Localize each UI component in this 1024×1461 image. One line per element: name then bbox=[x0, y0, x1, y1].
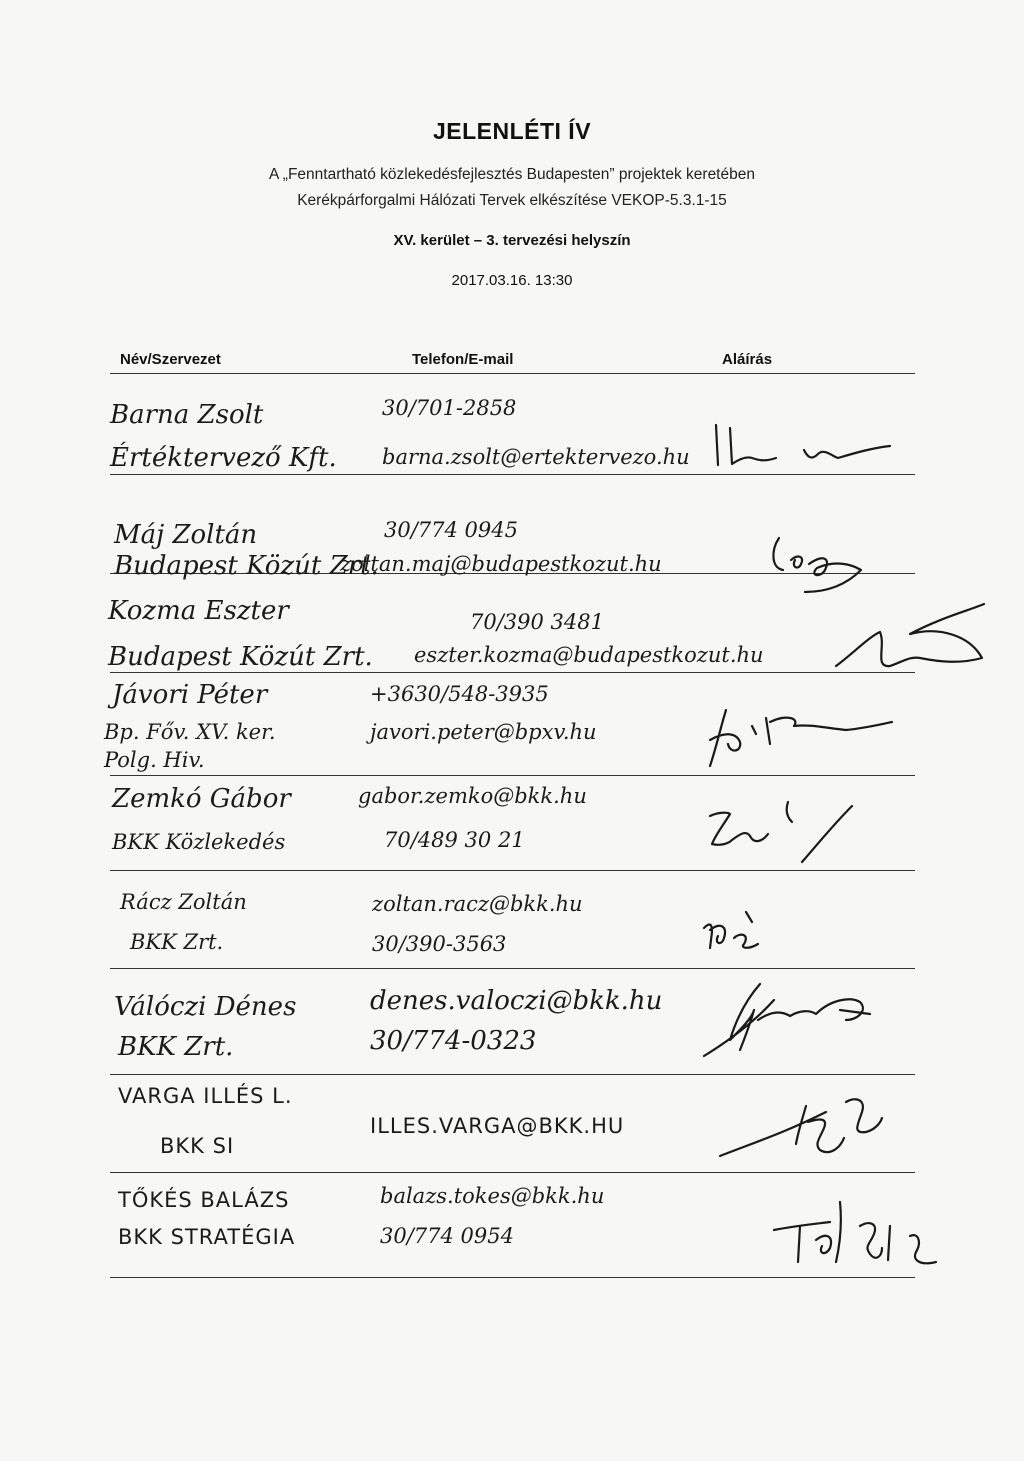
attendee-signature bbox=[830, 596, 990, 678]
attendee-name: TŐKÉS BALÁZS bbox=[118, 1188, 290, 1212]
column-header-signature: Aláírás bbox=[722, 351, 773, 368]
attendee-phone: 30/390-3563 bbox=[372, 932, 507, 956]
attendee-email: ILLES.VARGA@BKK.HU bbox=[370, 1114, 625, 1138]
attendee-organization-line2: Polg. Hiv. bbox=[104, 748, 205, 772]
attendee-organization: BKK STRATÉGIA bbox=[118, 1225, 296, 1249]
attendee-name: Máj Zoltán bbox=[114, 520, 258, 550]
attendee-phone: 30/774 0945 bbox=[384, 518, 518, 542]
attendee-signature bbox=[770, 1196, 945, 1270]
table-header-rule bbox=[110, 373, 915, 374]
attendee-organization: Budapest Közút Zrt. bbox=[114, 551, 379, 581]
attendee-organization-line1: Bp. Főv. XV. ker. bbox=[104, 720, 276, 744]
column-header-name: Név/Szervezet bbox=[120, 351, 221, 368]
row-divider bbox=[110, 474, 915, 475]
attendee-signature bbox=[716, 1092, 886, 1164]
attendee-email: javori.peter@bpxv.hu bbox=[370, 720, 597, 744]
attendee-organization: Értéktervező Kft. bbox=[110, 443, 337, 473]
attendee-email: denes.valoczi@bkk.hu bbox=[370, 986, 663, 1016]
attendee-organization: Budapest Közút Zrt. bbox=[108, 642, 373, 672]
attendee-organization: BKK SI bbox=[160, 1134, 235, 1158]
attendee-name: VARGA ILLÉS L. bbox=[118, 1084, 293, 1108]
attendee-email: zoltan.racz@bkk.hu bbox=[372, 892, 583, 916]
attendee-name: Jávori Péter bbox=[112, 680, 268, 710]
project-subtitle-line2: Kerékpárforgalmi Hálózati Tervek elkészítése VEKOP-5.3.1-15 bbox=[297, 192, 727, 209]
attendee-name: Zemkó Gábor bbox=[112, 784, 291, 814]
attendee-signature bbox=[708, 420, 898, 472]
attendee-name: Rácz Zoltán bbox=[120, 890, 247, 914]
attendee-name: Válóczi Dénes bbox=[114, 992, 297, 1022]
row-divider bbox=[110, 870, 915, 871]
row-divider bbox=[110, 1074, 915, 1075]
attendee-phone: 30/774-0323 bbox=[370, 1026, 537, 1056]
document-title: JELENLÉTI ÍV bbox=[432, 118, 592, 144]
attendee-organization: BKK Közlekedés bbox=[112, 830, 286, 854]
datetime-label: 2017.03.16. 13:30 bbox=[451, 272, 573, 289]
attendee-signature bbox=[706, 704, 896, 770]
attendee-signature bbox=[765, 530, 875, 600]
row-divider bbox=[110, 1172, 915, 1173]
row-divider bbox=[110, 775, 915, 776]
row-divider bbox=[110, 672, 915, 673]
attendee-phone: 70/390 3481 bbox=[470, 610, 604, 634]
attendee-email: eszter.kozma@budapestkozut.hu bbox=[414, 643, 764, 667]
attendee-organization: BKK Zrt. bbox=[130, 930, 224, 954]
attendee-name: Kozma Eszter bbox=[108, 596, 289, 626]
column-header-contact: Telefon/E-mail bbox=[412, 351, 514, 368]
attendee-email: balazs.tokes@bkk.hu bbox=[380, 1184, 605, 1208]
attendee-signature bbox=[700, 980, 880, 1060]
attendee-phone: 70/489 30 21 bbox=[384, 828, 525, 852]
attendee-name: Barna Zsolt bbox=[110, 400, 264, 430]
attendee-organization: BKK Zrt. bbox=[118, 1032, 234, 1062]
row-divider bbox=[110, 968, 915, 969]
attendee-phone: 30/774 0954 bbox=[380, 1224, 514, 1248]
attendee-email: barna.zsolt@ertektervezo.hu bbox=[382, 445, 690, 469]
location-label: XV. kerület – 3. tervezési helyszín bbox=[393, 232, 631, 249]
project-subtitle-line1: A „Fenntartható közlekedésfejlesztés Budapesten” projektek keretében bbox=[269, 166, 755, 183]
attendee-signature bbox=[706, 800, 856, 870]
attendee-phone: 30/701-2858 bbox=[382, 396, 517, 420]
attendee-email: gabor.zemko@bkk.hu bbox=[358, 784, 587, 808]
attendee-phone: +3630/548-3935 bbox=[370, 682, 549, 706]
row-divider bbox=[110, 1277, 915, 1278]
attendee-email: zoltan.maj@budapestkozut.hu bbox=[340, 552, 662, 576]
attendee-signature bbox=[700, 908, 770, 956]
